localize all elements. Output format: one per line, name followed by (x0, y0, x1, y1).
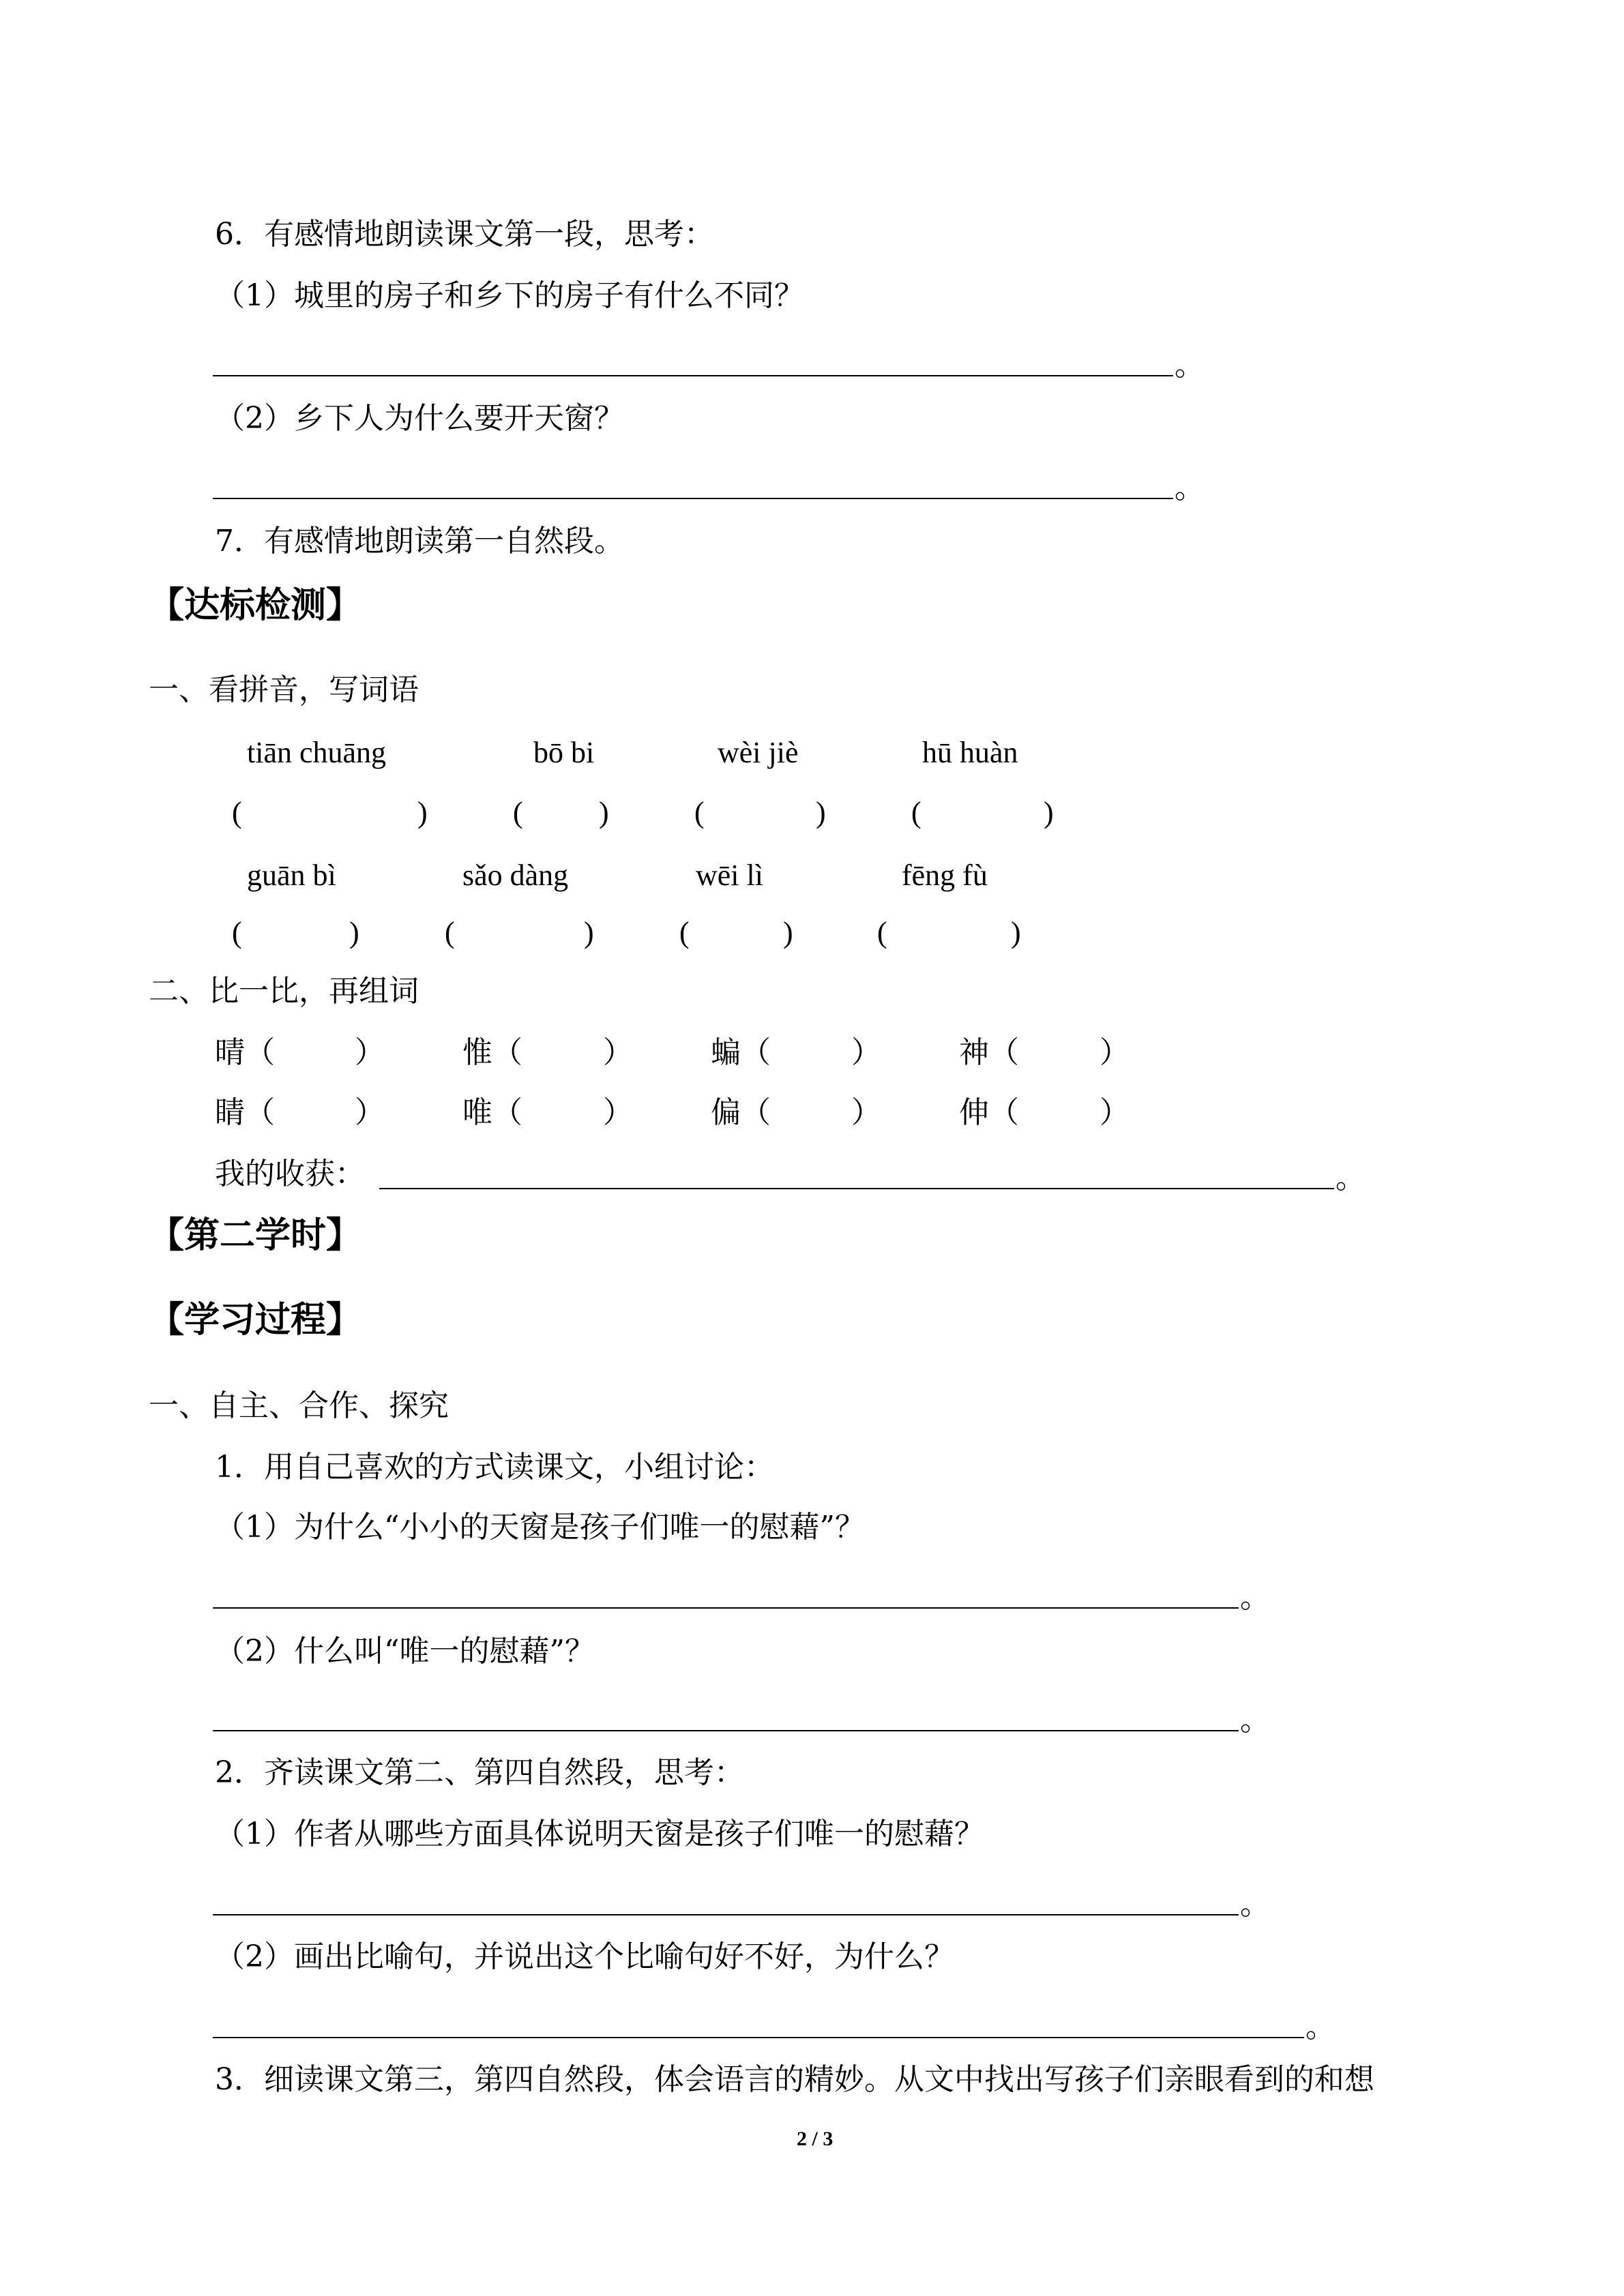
answer-bracket-close: ) (783, 916, 793, 949)
compare-char: 唯 (462, 1095, 492, 1130)
compare-char: 惟 (462, 1035, 492, 1070)
pinyin-item: sǎo dàng (462, 859, 569, 892)
compare-char: 睛 (215, 1095, 245, 1130)
answer-bracket-close: ) (1011, 916, 1021, 949)
answer-bracket-open: ( (911, 796, 921, 829)
paren-close: ） (355, 1095, 385, 1130)
question-2-2: （2）画出比喻句，并说出这个比喻句好不好，为什么？ (215, 1939, 954, 1974)
answer-bracket-close: ) (1044, 796, 1054, 829)
pinyin-item: guān bì (247, 859, 336, 892)
paren-open: （ (245, 1035, 275, 1070)
paren-open: （ (741, 1095, 771, 1130)
answer-period: 。 (1175, 471, 1205, 505)
paren-close: ） (355, 1035, 385, 1070)
section-compare: 二、比一比，再组词 (149, 974, 419, 1009)
answer-period: 。 (1240, 1703, 1270, 1738)
compare-char: 偏 (711, 1095, 741, 1130)
answer-bracket-open: ( (232, 916, 242, 949)
harvest-label: 我的收获： (215, 1157, 365, 1191)
pinyin-item: hū huàn (922, 736, 1018, 769)
answer-bracket-close: ) (584, 916, 594, 949)
answer-bracket-open: ( (513, 796, 523, 829)
compare-char: 伸 (959, 1095, 989, 1130)
paren-open: （ (245, 1095, 275, 1130)
paren-close: ） (1099, 1035, 1130, 1070)
answer-bracket-open: ( (232, 796, 242, 829)
question-3: 3．细读课文第三，第四自然段，体会语言的精妙。从文中找出写孩子们亲眼看到的和想 (215, 2062, 1374, 2097)
pinyin-item: wēi lì (696, 859, 763, 892)
pinyin-item: fēng fù (902, 859, 988, 892)
answer-period: 。 (1335, 1161, 1365, 1195)
answer-line-6-1[interactable] (213, 375, 1173, 376)
answer-line-6-2[interactable] (213, 498, 1173, 499)
answer-bracket-open: ( (445, 916, 455, 949)
question-2-1: （1）作者从哪些方面具体说明天窗是孩子们唯一的慰藉？ (215, 1817, 984, 1851)
answer-period: 。 (1175, 348, 1205, 383)
paren-open: （ (741, 1035, 771, 1070)
answer-period: 。 (1305, 2010, 1335, 2044)
compare-char: 蝙 (711, 1035, 741, 1070)
paren-open: （ (492, 1095, 522, 1130)
pinyin-item: wèi jiè (718, 736, 799, 769)
answer-period: 。 (1240, 1580, 1270, 1615)
answer-line-1-1[interactable] (213, 1607, 1239, 1609)
paren-open: （ (492, 1035, 522, 1070)
compare-char: 晴 (215, 1035, 245, 1070)
question-1: 1．用自己喜欢的方式读课文，小组讨论： (215, 1450, 774, 1485)
answer-line-1-2[interactable] (213, 1730, 1239, 1731)
paren-close: ） (603, 1035, 633, 1070)
paren-open: （ (989, 1095, 1019, 1130)
paren-close: ） (851, 1095, 881, 1130)
heading-second-period: 【第二学时】 (149, 1215, 362, 1256)
answer-bracket-open: ( (679, 916, 690, 949)
section-pinyin: 一、看拼音，写词语 (149, 672, 419, 707)
question-6-2: （2）乡下人为什么要开天窗？ (215, 401, 624, 436)
section-explore: 一、自主、合作、探究 (149, 1388, 449, 1423)
compare-char: 神 (959, 1035, 989, 1070)
answer-line-2-1[interactable] (213, 1914, 1239, 1915)
harvest-answer-line[interactable] (379, 1188, 1334, 1189)
page-number: 2 / 3 (797, 2128, 833, 2150)
answer-line-2-2[interactable] (213, 2037, 1304, 2038)
answer-bracket-open: ( (694, 796, 705, 829)
paren-close: ） (1099, 1095, 1130, 1130)
question-7: 7．有感情地朗读第一自然段。 (215, 524, 624, 558)
answer-period: 。 (1240, 1887, 1270, 1922)
answer-bracket-close: ) (417, 796, 428, 829)
answer-bracket-close: ) (349, 916, 359, 949)
answer-bracket-open: ( (877, 916, 887, 949)
question-1-2: （2）什么叫“唯一的慰藉”？ (215, 1634, 595, 1669)
paren-close: ） (603, 1095, 633, 1130)
question-1-1: （1）为什么“小小的天窗是孩子们唯一的慰藉”？ (215, 1510, 865, 1545)
heading-learning-process: 【学习过程】 (149, 1300, 362, 1341)
question-6-1: （1）城里的房子和乡下的房子有什么不同？ (215, 278, 804, 313)
paren-close: ） (851, 1035, 881, 1070)
answer-bracket-close: ) (816, 796, 826, 829)
pinyin-item: tiān chuāng (247, 736, 387, 769)
question-2: 2．齐读课文第二、第四自然段，思考： (215, 1755, 744, 1790)
answer-bracket-close: ) (599, 796, 609, 829)
paren-open: （ (989, 1035, 1019, 1070)
question-6: 6．有感情地朗读课文第一段，思考： (215, 217, 714, 252)
pinyin-item: bō bi (533, 736, 595, 769)
heading-test: 【达标检测】 (149, 585, 362, 626)
